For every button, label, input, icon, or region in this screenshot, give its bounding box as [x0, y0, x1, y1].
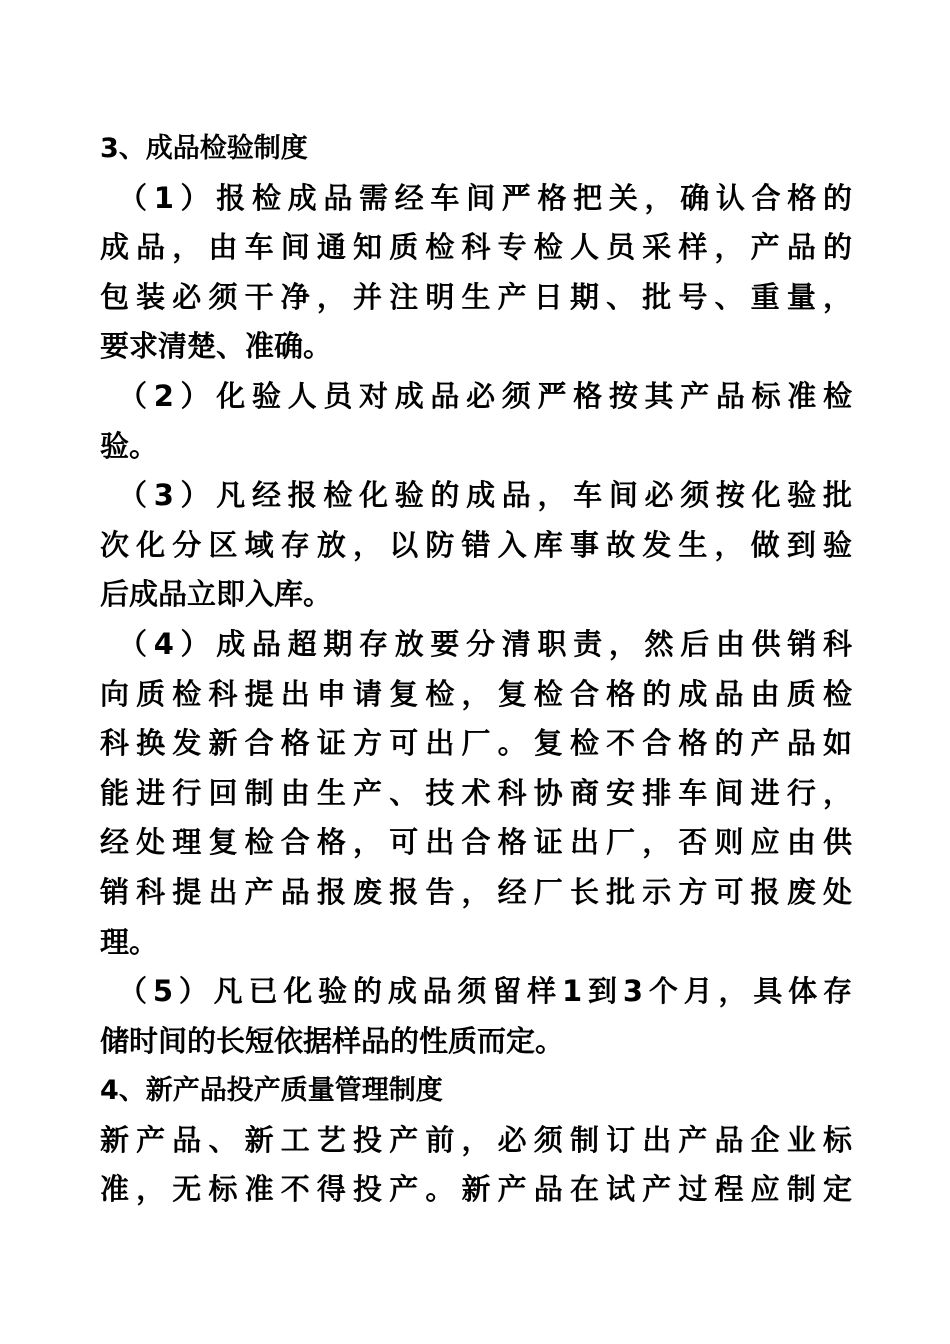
paragraph-line: 储时间的长短依据样品的性质而定。	[100, 1023, 565, 1058]
paragraph-line: （3）凡经报检化验的成品，车间必须按化验批	[118, 478, 852, 513]
paragraph-line: 新产品、新工艺投产前，必须制订出产品企业标	[100, 1122, 852, 1157]
paragraph-line: （2）化验人员对成品必须严格按其产品标准检	[118, 378, 852, 413]
paragraph-line: 能进行回制由生产、技术科协商安排车间进行，	[100, 775, 852, 810]
paragraph-line: 包装必须干净，并注明生产日期、批号、重量，	[100, 279, 852, 314]
paragraph-line: 准，无标准不得投产。新产品在试产过程应制定	[100, 1172, 852, 1207]
paragraph-line: （5）凡已化验的成品须留样1到3个月，具体存	[118, 974, 852, 1009]
paragraph-line: 后成品立即入库。	[100, 577, 333, 612]
paragraph-line: 向质检科提出申请复检，复检合格的成品由质检	[100, 676, 852, 711]
paragraph-line: 销科提出产品报废报告，经厂长批示方可报废处	[100, 874, 852, 909]
section-heading-new-product-quality: 4、新产品投产质量管理制度	[100, 1075, 443, 1107]
paragraph-line: 次化分区域存放，以防错入库事故发生，做到验	[100, 527, 852, 562]
paragraph-line: 要求清楚、准确。	[100, 329, 333, 364]
paragraph-line: 理。	[100, 924, 159, 959]
document-page	[100, 124, 852, 1215]
paragraph-line: （1）报检成品需经车间严格把关，确认合格的	[118, 180, 852, 215]
paragraph-line: 经处理复检合格，可出合格证出厂，否则应由供	[100, 825, 852, 860]
paragraph-line: 成品，由车间通知质检科专检人员采样，产品的	[100, 230, 852, 265]
paragraph-line: 验。	[100, 428, 159, 463]
paragraph-line: （4）成品超期存放要分清职责，然后由供销科	[118, 626, 852, 661]
paragraph-line: 科换发新合格证方可出厂。复检不合格的产品如	[100, 726, 852, 761]
section-heading-finished-product-inspection: 3、成品检验制度	[100, 133, 308, 164]
